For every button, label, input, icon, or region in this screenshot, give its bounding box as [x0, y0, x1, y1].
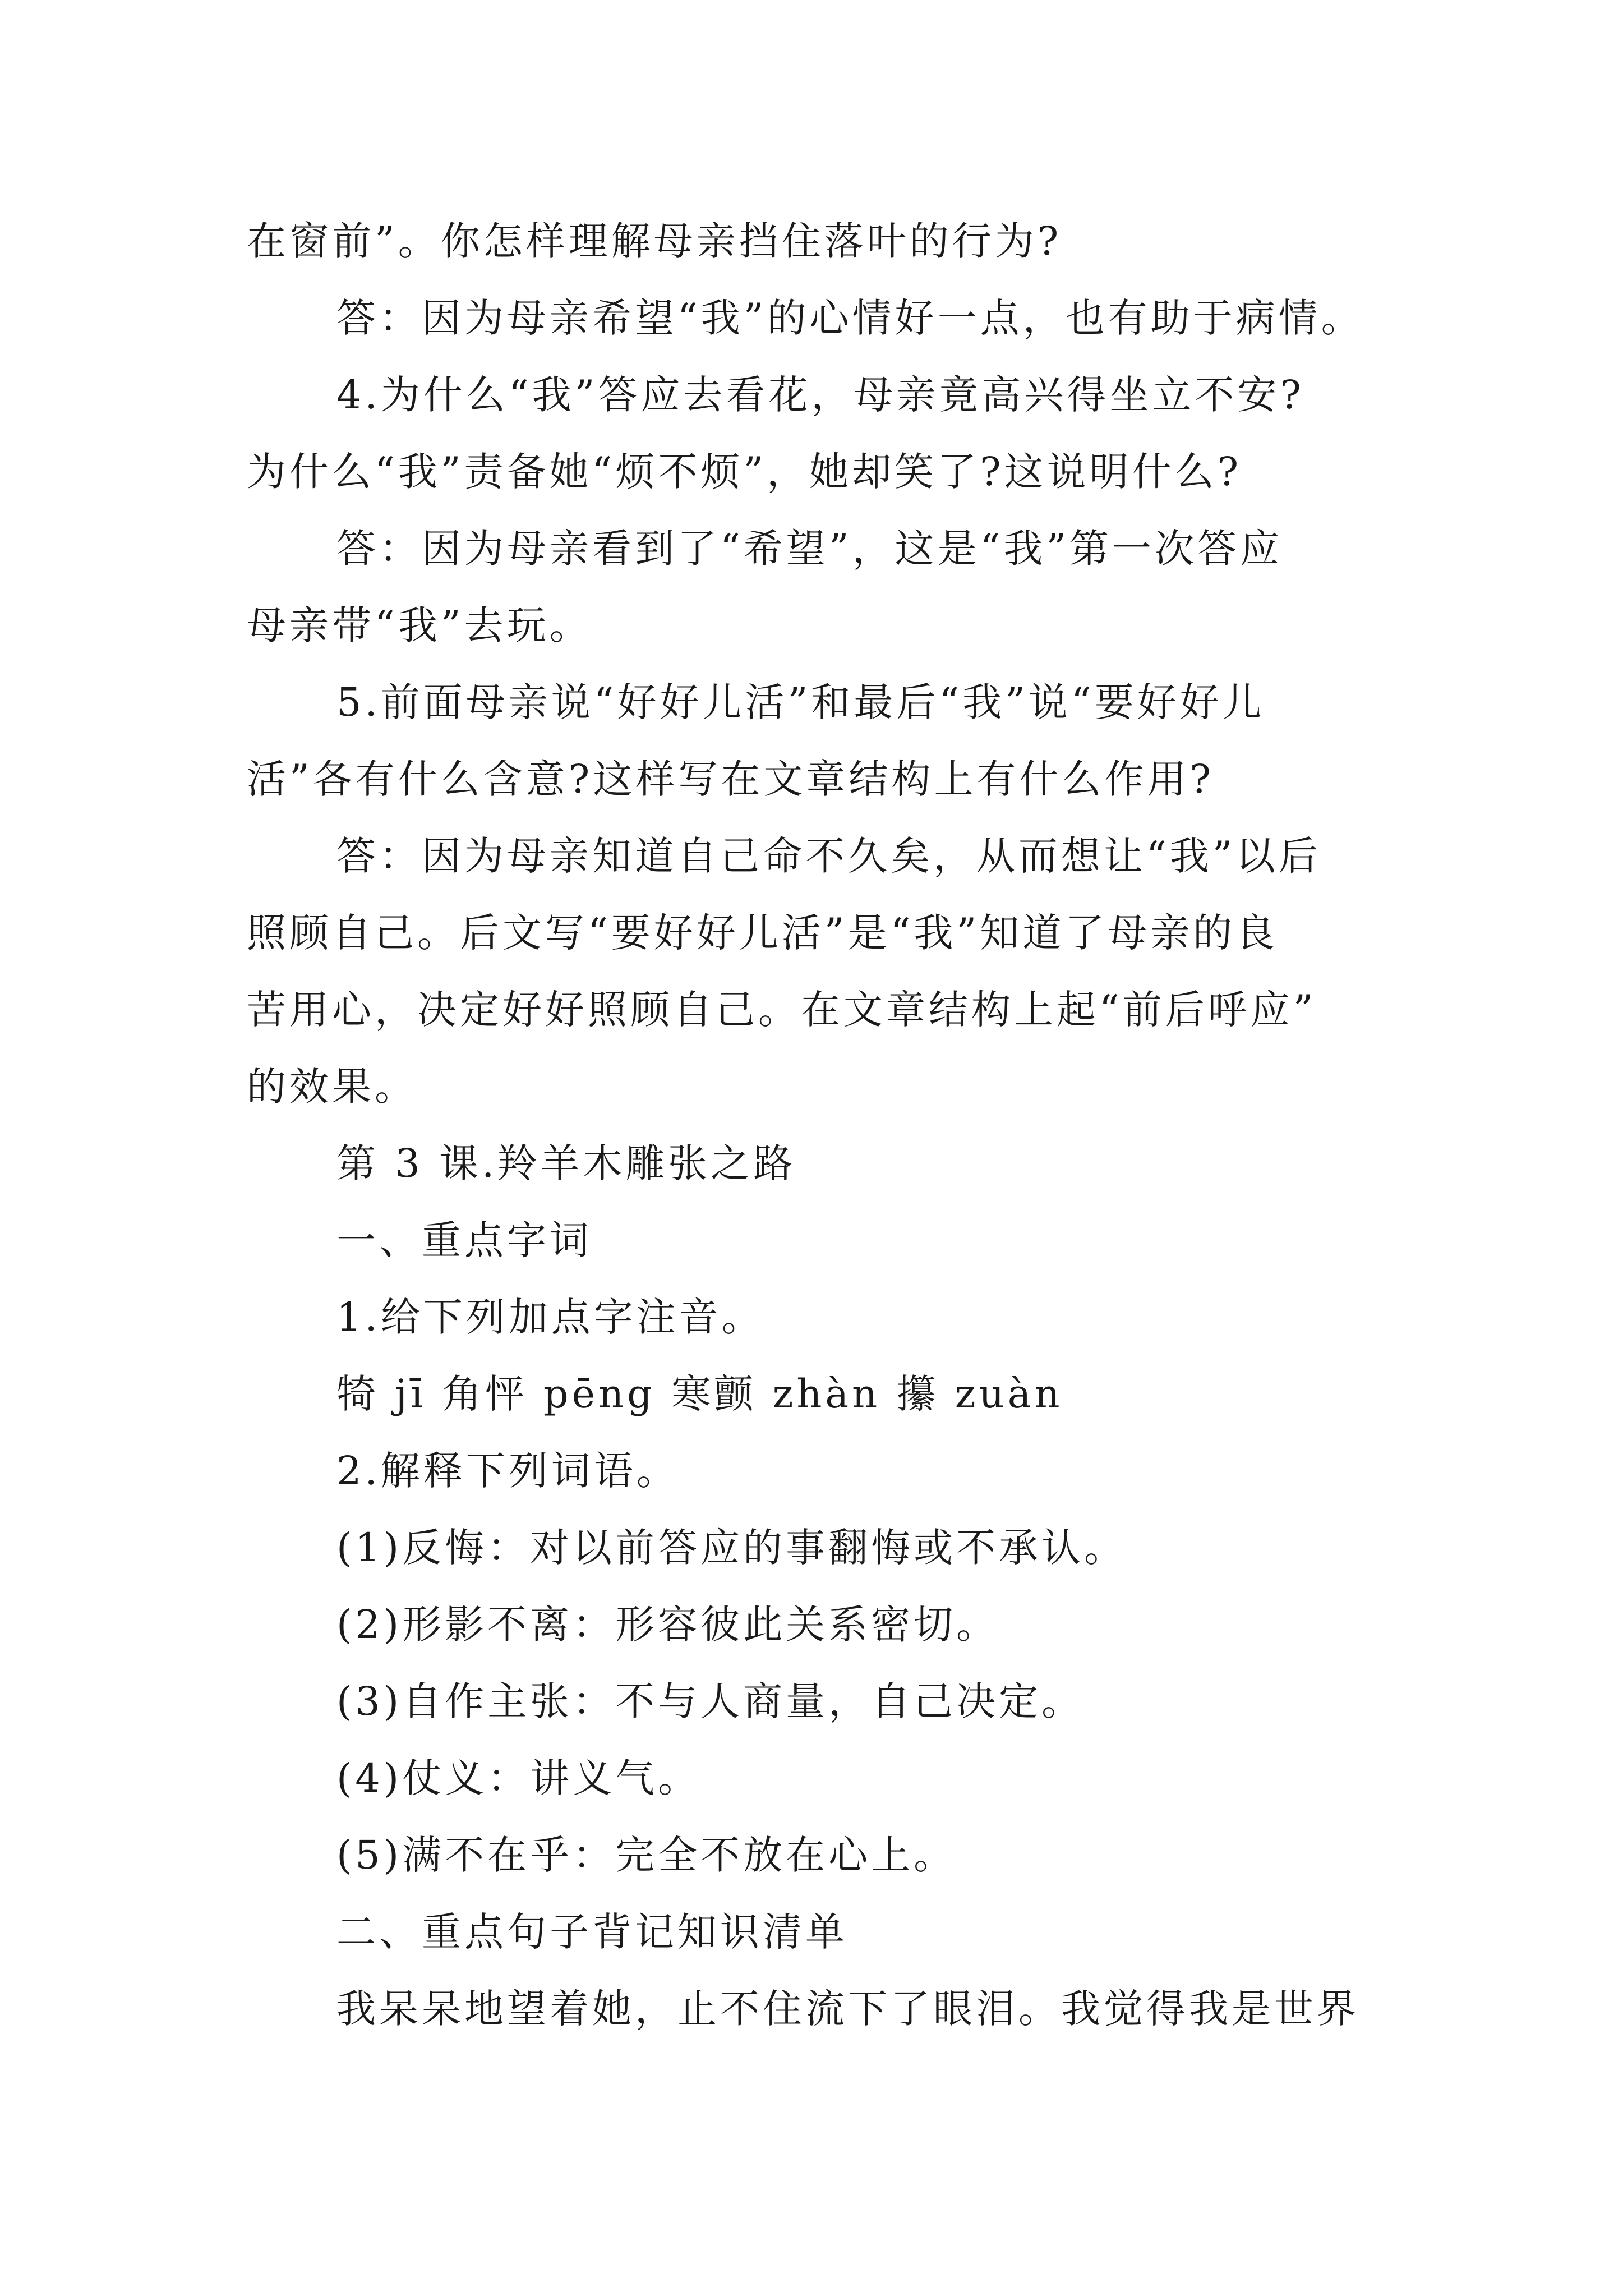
text-line: 2.解释下列词语。	[336, 1448, 679, 1494]
text-line: 答：因为母亲知道自己命不久矣，从而想让“我”以后	[336, 833, 1321, 879]
definition-item: (1)反悔：对以前答应的事翻悔或不承认。	[336, 1525, 1127, 1571]
definition-item: (3)自作主张：不与人商量，自己决定。	[336, 1678, 1085, 1724]
lesson-heading: 第 3 课.羚羊木雕张之路	[336, 1140, 796, 1186]
definition-item: (4)仗义：讲义气。	[336, 1755, 701, 1801]
text-line: 苦用心，决定好好照顾自己。在文章结构上起“前后呼应”	[247, 987, 1317, 1033]
text-line: 4.为什么“我”答应去看花，母亲竟高兴得坐立不安?	[336, 372, 1304, 418]
section-heading: 一、重点字词	[336, 1217, 592, 1263]
text-line: 1.给下列加点字注音。	[336, 1294, 764, 1340]
definition-item: (5)满不在乎：完全不放在心上。	[336, 1832, 957, 1878]
text-line: 答：因为母亲看到了“希望”，这是“我”第一次答应	[336, 526, 1283, 572]
text-line: 5.前面母亲说“好好儿活”和最后“我”说“要好好儿	[336, 679, 1265, 725]
section-heading: 二、重点句子背记知识清单	[336, 1909, 848, 1955]
pinyin-line: 犄 jī 角怦 pēng 寒颤 zhàn 攥 zuàn	[336, 1371, 1063, 1417]
text-line: 为什么“我”责备她“烦不烦”，她却笑了?这说明什么?	[247, 449, 1242, 495]
text-line: 我呆呆地望着她，止不住流下了眼泪。我觉得我是世界	[336, 1986, 1359, 2032]
text-line: 母亲带“我”去玩。	[247, 602, 592, 648]
text-line: 的效果。	[247, 1064, 417, 1110]
definition-item: (2)形影不离：形容彼此关系密切。	[336, 1602, 999, 1648]
text-line: 照顾自己。后文写“要好好儿活”是“我”知道了母亲的良	[247, 910, 1279, 956]
text-line: 答：因为母亲希望“我”的心情好一点，也有助于病情。	[336, 295, 1364, 341]
text-line: 活”各有什么含意?这样写在文章结构上有什么作用?	[247, 756, 1214, 802]
text-line: 在窗前”。你怎样理解母亲挡住落叶的行为?	[247, 218, 1062, 264]
